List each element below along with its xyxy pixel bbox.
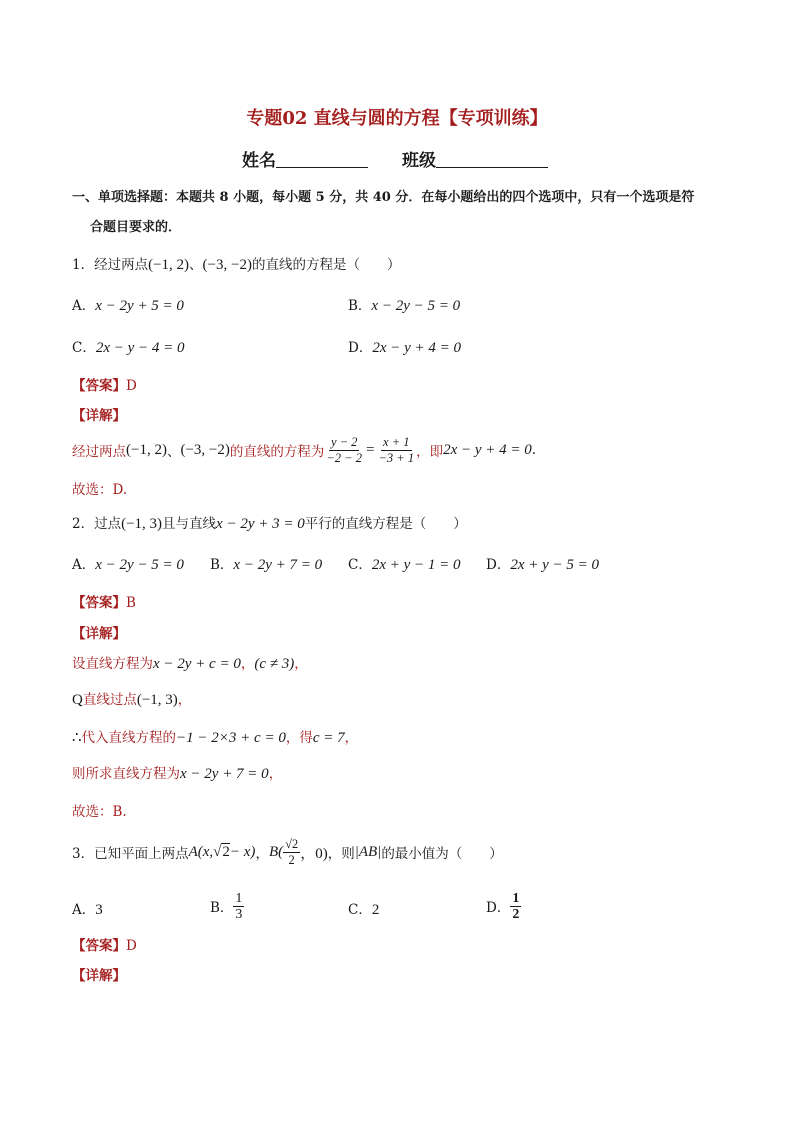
q3-option-d <box>486 886 521 926</box>
q1-detail <box>72 434 536 466</box>
q3-option-b-numerator: 1 <box>235 890 243 906</box>
q2-d2-pre: 直线过点 <box>82 692 137 708</box>
q1-fraction-2 <box>376 435 416 466</box>
q2-detail-line-4 <box>72 762 282 783</box>
q1-stem-post: 的直线的方程是（ ） <box>251 257 401 273</box>
q3-option-a-text: 3 <box>95 902 103 918</box>
q2-d1-cond: (c ≠ 3) <box>254 656 295 672</box>
q2-because-symbol: Q <box>72 692 83 708</box>
q1-option-c-label: C． <box>72 340 96 356</box>
q1-detail-result: 2x − y + 4 = 0 <box>443 441 532 458</box>
q2-d3-mid: ，得 <box>285 730 313 746</box>
class-field <box>402 146 548 171</box>
q2-option-a-text: x − 2y − 5 = 0 <box>95 557 184 573</box>
page-title: 专题02 直线与圆的方程【专项训练】 <box>246 108 548 129</box>
q2-d2-end: ， <box>177 692 192 708</box>
question-1-stem <box>72 253 400 274</box>
q3-option-c-label: C． <box>348 902 372 918</box>
q1-fraction-1-numerator: y − 2 <box>330 434 358 449</box>
q2-option-a-label: A． <box>72 557 96 573</box>
q1-equals: = <box>366 441 375 458</box>
q2-d3-result: c = 7 <box>312 730 345 746</box>
q2-option-d-label: D． <box>486 557 511 573</box>
q3-point-a-pre: A(x, <box>188 843 214 860</box>
q3-option-b <box>210 886 244 926</box>
q3-answer-value: D <box>126 938 137 954</box>
q2-stem-post: 平行的直线方程是（ ） <box>304 516 467 532</box>
q2-line: x − 2y + 3 = 0 <box>216 516 305 532</box>
q3-sep: ， <box>255 846 269 862</box>
q1-option-d <box>348 336 461 357</box>
q1-option-d-text: 2x − y + 4 = 0 <box>372 340 462 356</box>
q1-detail-end: . <box>531 442 537 458</box>
q3-answer <box>72 934 137 954</box>
q2-option-c-label: C． <box>348 557 372 573</box>
q1-stem-pre: 1．经过两点 <box>72 257 149 273</box>
q3-stem-pre: 3．已知平面上两点 <box>72 846 189 862</box>
q2-detail-line-2 <box>72 688 191 709</box>
q3-option-d-numerator: 1 <box>512 890 520 906</box>
q2-option-c <box>348 553 461 574</box>
q1-detail-point-2: (−3, −2) <box>180 441 230 458</box>
q1-detail-mid: 的直线的方程为 <box>229 444 325 460</box>
q3-answer-label: 【答案】 <box>72 938 126 954</box>
q3-point-a-radicand: 2 <box>222 844 230 860</box>
q1-option-b-text: x − 2y − 5 = 0 <box>371 298 461 314</box>
q2-option-c-text: 2x + y − 1 = 0 <box>371 557 461 573</box>
q1-sep: 、 <box>189 257 203 273</box>
class-blank <box>436 150 548 168</box>
q3-option-c-text: 2 <box>371 902 380 918</box>
q2-option-d-text: 2x + y − 5 = 0 <box>510 557 600 573</box>
q1-detail-pre: 经过两点 <box>72 444 126 460</box>
q2-therefore-symbol: ∴ <box>72 730 82 746</box>
q3-point-b-denominator: 2 <box>288 852 295 867</box>
q1-option-b-label: B． <box>348 298 372 314</box>
q3-option-d-denominator: 2 <box>512 906 520 922</box>
q1-answer <box>72 374 137 394</box>
q2-answer-value: B <box>126 595 136 611</box>
q3-option-d-label: D． <box>486 900 511 916</box>
q1-fraction-2-denominator: −3 + 1 <box>378 450 415 465</box>
q1-fraction-1-denominator: −2 − 2 <box>326 450 362 465</box>
q2-d1-mid: ， <box>240 656 255 672</box>
class-label: 班级 <box>402 151 436 171</box>
q3-option-d-fraction <box>510 891 521 922</box>
q3-point-a-post: − x) <box>229 843 256 860</box>
q1-option-a-text: x − 2y + 5 = 0 <box>95 298 184 314</box>
q3-option-b-denominator: 3 <box>235 906 243 922</box>
q2-d4-pre: 则所求直线方程为 <box>72 766 180 782</box>
q2-option-b-text: x − 2y + 7 = 0 <box>233 557 323 573</box>
q3-point-b-pre: B( <box>268 843 284 860</box>
q2-option-d <box>486 553 599 574</box>
section-heading-line2: 合题目要求的． <box>90 220 182 235</box>
q1-point-2: (−3, −2) <box>202 257 252 273</box>
q1-answer-label: 【答案】 <box>72 378 126 394</box>
q2-stem-mid: 且与直线 <box>162 516 217 532</box>
q2-d4-end: ， <box>268 766 283 782</box>
q1-detail-tail: ，即 <box>416 444 444 460</box>
q1-option-c-text: 2x − y − 4 = 0 <box>95 340 185 356</box>
q2-conclusion: 故选：B. <box>72 804 127 820</box>
q2-d3-eq: −1 − 2×3 + c = 0 <box>176 730 286 746</box>
q3-stem-mid: ，则 <box>327 846 355 862</box>
q2-option-b-label: B． <box>210 557 234 573</box>
q2-answer-label: 【答案】 <box>72 595 126 611</box>
q2-point: (−1, 3) <box>121 516 163 532</box>
q1-point-1: (−1, 2) <box>148 257 190 273</box>
q3-option-b-label: B． <box>210 900 234 916</box>
q3-stem-post: 的最小值为（ ） <box>381 846 503 862</box>
q3-point-b-fraction <box>283 837 300 868</box>
q1-detail-label: 【详解】 <box>72 408 126 424</box>
q3-sqrt-icon: √ <box>213 843 222 860</box>
q2-d3-pre: 代入直线方程的 <box>81 730 177 746</box>
q2-detail-label: 【详解】 <box>72 626 126 642</box>
q2-d4-eq: x − 2y + 7 = 0 <box>180 766 269 782</box>
q2-d1-end: ， <box>294 656 308 672</box>
q2-d2-point: (−1, 3) <box>136 692 178 708</box>
name-field <box>242 146 368 171</box>
name-blank <box>276 150 368 168</box>
q2-d1-eq: x − 2y + c = 0 <box>153 656 241 672</box>
q1-fraction-1 <box>324 435 364 466</box>
q1-detail-point-1: (−1, 2) <box>126 441 167 458</box>
name-label: 姓名 <box>242 151 276 171</box>
q1-option-c <box>72 336 185 357</box>
q3-option-b-fraction <box>233 891 244 922</box>
q3-point-b-post: ，0) <box>300 845 328 862</box>
q2-option-a <box>72 553 184 574</box>
q1-detail-sep: 、 <box>166 444 181 460</box>
q1-answer-value: D <box>126 378 137 394</box>
q1-option-a-label: A． <box>72 298 96 314</box>
q1-conclusion: 故选：D. <box>72 482 128 498</box>
q2-answer <box>72 591 136 611</box>
q2-stem-pre: 2．过点 <box>72 516 122 532</box>
q3-detail-label: 【详解】 <box>72 968 126 984</box>
q3-option-c <box>348 898 379 919</box>
q3-point-b-numerator: √2 <box>285 836 299 851</box>
q2-option-b <box>210 553 322 574</box>
q2-detail-line-1 <box>72 652 308 673</box>
section-heading-line1: 一、单项选择题：本题共 8 小题，每小题 5 分，共 40 分．在每小题给出的四个选项中，只有一个选项是符 <box>72 190 695 205</box>
q2-d1-pre: 设直线方程为 <box>72 656 153 672</box>
q1-fraction-2-numerator: x + 1 <box>383 434 410 449</box>
q2-d3-end: ， <box>344 730 359 746</box>
q1-option-a <box>72 294 184 315</box>
q1-option-d-label: D． <box>348 340 373 356</box>
q3-abs: |AB| <box>354 843 382 860</box>
q1-option-b <box>348 294 460 315</box>
question-2-stem <box>72 512 467 533</box>
q3-option-a-label: A． <box>72 902 96 918</box>
question-3-stem <box>72 832 503 872</box>
q3-option-a <box>72 898 103 919</box>
q2-detail-line-3 <box>72 726 358 747</box>
